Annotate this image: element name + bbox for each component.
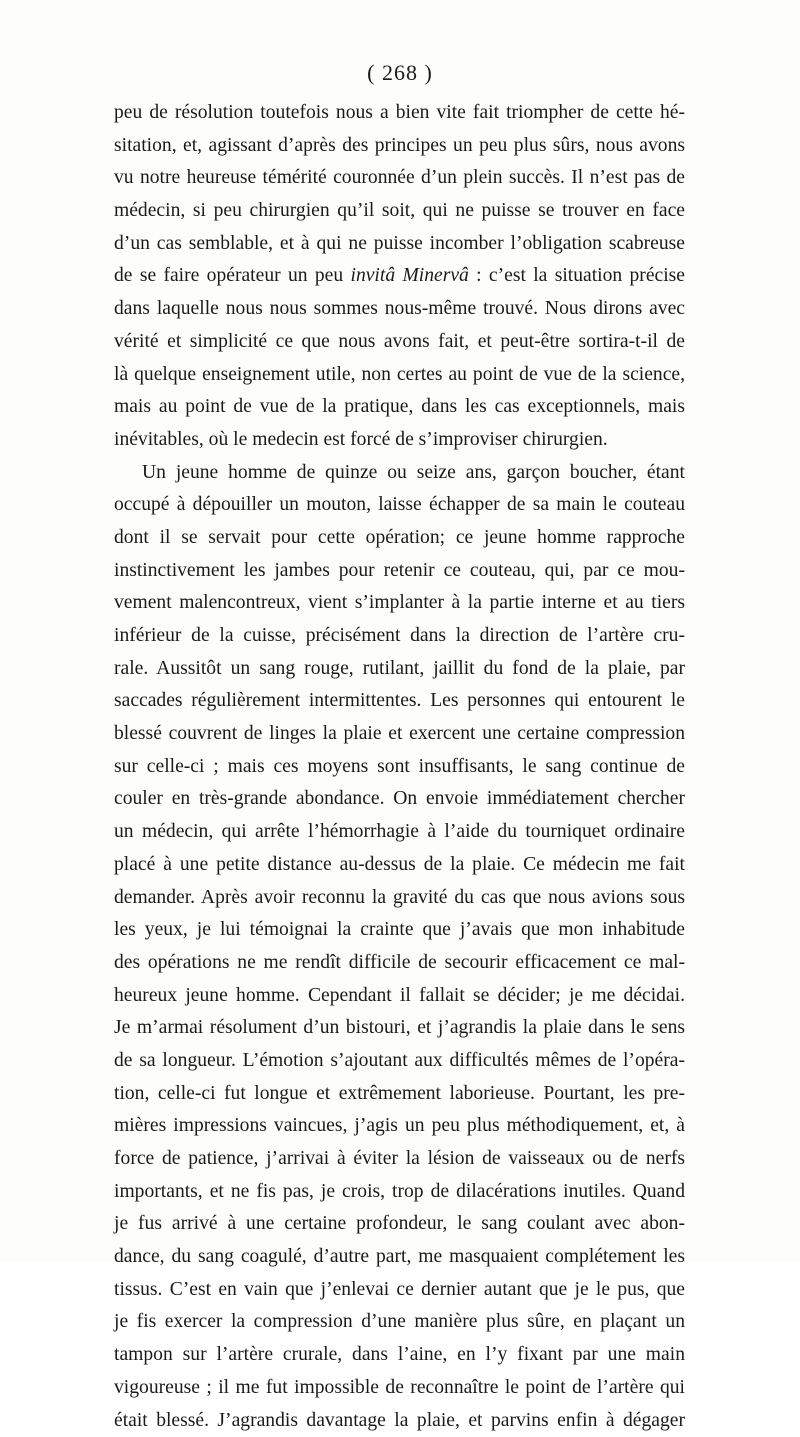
text-line: occupé à dépouiller un mouton, laisse échapper de sa main le couteau: [114, 489, 685, 522]
text-line: vu notre heureuse témérité couronnée d’un plein succès. Il n’est pas de: [114, 162, 685, 195]
text-line: tissus. C’est en vain que j’enlevai ce dernier autant que je le pus, que: [114, 1274, 685, 1307]
text-line: tampon sur l’artère crurale, dans l’aine, en l’y fixant par une main: [114, 1339, 685, 1372]
text-line-segment: : c’est la situation précise: [469, 265, 685, 286]
text-line: dont il se servait pour cette opération; ce jeune homme rapproche: [114, 522, 685, 555]
text-line: rale. Aussitôt un sang rouge, rutilant, jaillit du fond de la plaie, par: [114, 653, 685, 686]
text-line: était blessé. J’agrandis davantage la plaie, et parvins enfin à dégager: [114, 1405, 685, 1437]
text-line: je fis exercer la compression d’une manière plus sûre, en plaçant un: [114, 1306, 685, 1339]
text-line: importants, et ne fis pas, je crois, trop de dilacérations inutiles. Quand: [114, 1176, 685, 1209]
text-line: Je m’armai résolument d’un bistouri, et j’agrandis la plaie dans le sens: [114, 1012, 685, 1045]
text-line: un médecin, qui arrête l’hémorrhagie à l’aide du tourniquet ordinaire: [114, 816, 685, 849]
body-text: [114, 97, 685, 1437]
text-line: sitation, et, agissant d’après des principes un peu plus sûrs, nous avons: [114, 130, 685, 163]
text-line: heureux jeune homme. Cependant il fallait se décider; je me décidai.: [114, 980, 685, 1013]
text-line: dance, du sang coagulé, d’autre part, me masquaient complétement les: [114, 1241, 685, 1274]
text-line: dans laquelle nous nous sommes nous-même trouvé. Nous dirons avec: [114, 293, 685, 326]
text-line: vement malencontreux, vient s’implanter à la partie interne et au tiers: [114, 587, 685, 620]
text-line: mières impressions vaincues, j’agis un peu plus méthodiquement, et, à: [114, 1110, 685, 1143]
italic-phrase: invitâ Minervâ: [351, 265, 469, 286]
text-line: peu de résolution toutefois nous a bien vite fait triompher de cette hé-: [114, 97, 685, 130]
text-line: demander. Après avoir reconnu la gravité du cas que nous avions sous: [114, 882, 685, 915]
text-line: tion, celle-ci fut longue et extrêmement laborieuse. Pourtant, les pre-: [114, 1078, 685, 1111]
page-number: ( 268 ): [0, 60, 800, 86]
text-line: je fus arrivé à une certaine profondeur, le sang coulant avec abon-: [114, 1208, 685, 1241]
text-line: couler en très-grande abondance. On envoie immédiatement chercher: [114, 783, 685, 816]
text-line: vérité et simplicité ce que nous avons fait, et peut-être sortira-t-il de: [114, 326, 685, 359]
text-line: saccades régulièrement intermittentes. Les personnes qui entourent le: [114, 685, 685, 718]
text-line: instinctivement les jambes pour retenir ce couteau, qui, par ce mou-: [114, 555, 685, 588]
text-line: blessé couvrent de linges la plaie et exercent une certaine compression: [114, 718, 685, 751]
text-line: vigoureuse ; il me fut impossible de reconnaître le point de l’artère qui: [114, 1372, 685, 1405]
text-line-segment: de se faire opérateur un peu: [114, 265, 351, 286]
text-line: médecin, si peu chirurgien qu’il soit, qui ne puisse se trouver en face: [114, 195, 685, 228]
text-line: sur celle-ci ; mais ces moyens sont insuffisants, le sang continue de: [114, 751, 685, 784]
text-line: Un jeune homme de quinze ou seize ans, garçon boucher, étant: [114, 457, 685, 490]
text-line: les yeux, je lui témoignai la crainte que j’avais que mon inhabitude: [114, 914, 685, 947]
text-line: [114, 260, 685, 293]
text-line: inférieur de la cuisse, précisément dans la direction de l’artère cru-: [114, 620, 685, 653]
text-line: placé à une petite distance au-dessus de la plaie. Ce médecin me fait: [114, 849, 685, 882]
text-line: là quelque enseignement utile, non certes au point de vue de la science,: [114, 359, 685, 392]
text-line: de sa longueur. L’émotion s’ajoutant aux difficultés mêmes de l’opéra-: [114, 1045, 685, 1078]
text-line: force de patience, j’arrivai à éviter la lésion de vaisseaux ou de nerfs: [114, 1143, 685, 1176]
text-line: inévitables, où le medecin est forcé de s’improviser chirurgien.: [114, 424, 685, 457]
text-line: des opérations ne me rendît difficile de secourir efficacement ce mal-: [114, 947, 685, 980]
text-line: d’un cas semblable, et à qui ne puisse incomber l’obligation scabreuse: [114, 228, 685, 261]
text-line: mais au point de vue de la pratique, dans les cas exceptionnels, mais: [114, 391, 685, 424]
